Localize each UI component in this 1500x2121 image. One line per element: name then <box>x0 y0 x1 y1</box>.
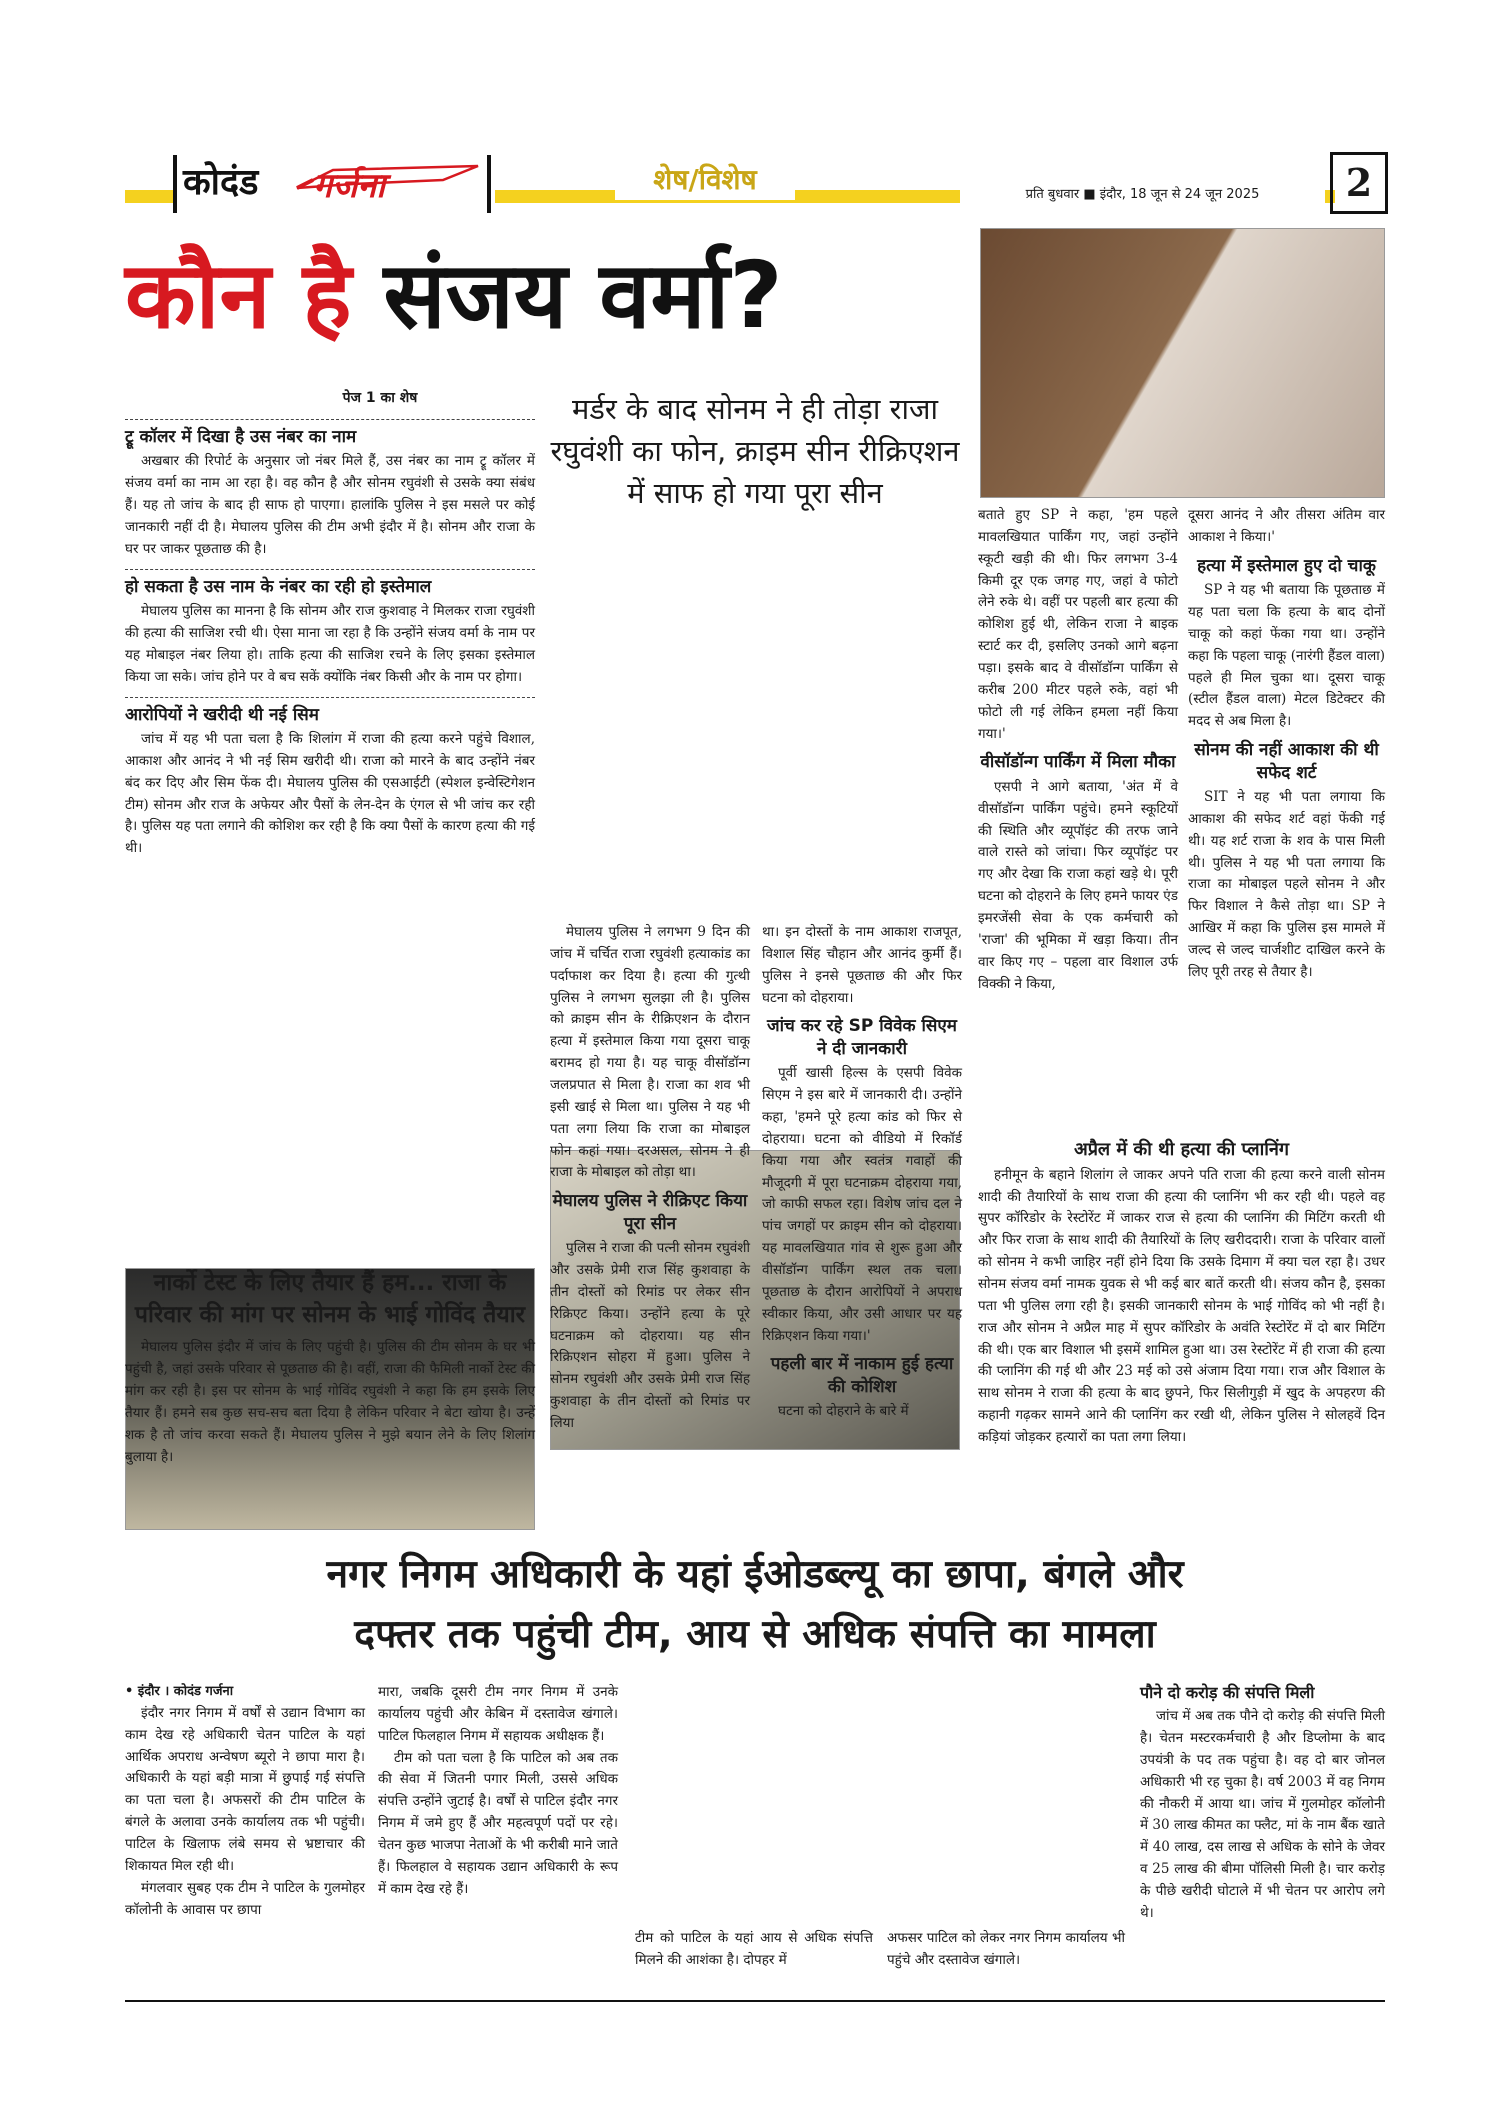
para-truecaller: अखबार की रिपोर्ट के अनुसार जो नंबर मिले हैं, उस नंबर का नाम ट्रू कॉलर में संजय वर्मा का नाम आ रहा है। वह कौन है और सोनम रघुवंशी से उसके क्या संबंध हैं। यह तो जांच के बाद ही साफ हो पाएगा। हालांकि पुलिस ने इस मसले पर कोई जानकारी नहीं दी है। मेघालय पुलिस की टीम अभी इंदौर में है। सोनम और राजा के घर पर जाकर पूछताछ की है। <box>125 453 535 557</box>
para-eow-1: इंदौर नगर निगम में वर्षों से उद्यान विभाग का काम देख रहे अधिकारी चेतन पाटिल के यहां आर्थिक अपराध अन्वेषण ब्यूरो ने छापा मारा है। अधिकारी के यहां बड़ी मात्रा में छुपाई गई संपत्ति का पता चला है। अफसरों की टीम पाटिल के बंगले के अलावा उनके कार्यालय तक भी पहुंची। पाटिल के खिलाफ लंबे समय से भ्रष्टाचार की शिकायत मिल रही थी। <box>125 1704 365 1874</box>
issue-date: प्रति बुधवार ■ इंदौर, 18 जून से 24 जून 2025 <box>960 182 1325 208</box>
section-label: शेष/विशेष <box>615 160 795 200</box>
column-crime-a <box>550 922 750 1532</box>
para-narco: मेघालय पुलिस इंदौर में जांच के लिए पहुंची है। पुलिस की टीम सोनम के घर भी पहुंची है, जहां उसके परिवार से पूछताछ की है। वहीं, राजा की फैमिली नार्को टेस्ट की मांग कर रही है। इस पर सोनम के भाई गोविंद रघुवंशी ने कहा कि हम इसके लिए तैयार हैं। हमने सब कुछ सच-सच बता दिया है लेकिन परिवार ने बेटा खोया है। उन्हें शक है तो जांच करवा सकते हैं। मेघालय पुलिस ने मुझे बयान लेने के लिए शिलांग बुलाया है। <box>125 1339 535 1465</box>
masthead-stripe-left <box>125 190 173 203</box>
para-crime-10: SIT ने यह भी पता लगाया कि आकाश की सफेद शर्ट वहां फेंकी गई थी। यह शर्ट राजा के शव के पास मिली थी। पुलिस ने यह भी पता लगाया कि राजा का मोबाइल पहले सोनम ने और फिर विशाल ने कैसे तोड़ा था। SP ने आखिर में कहा कि पुलिस इस मामले में जल्द से जल्द चार्जशीट दाखिल करने के लिए पूरी तरह से तैयार है। <box>1188 789 1385 980</box>
headline-narco: नार्को टेस्ट के लिए तैयार हैं हम... राजा के परिवार की मांग पर सोनम के भाई गोविंद तैयार <box>134 1270 526 1328</box>
column-eow-5 <box>1140 1682 1385 1992</box>
para-crime-7: एसपी ने आगे बताया, 'अंत में वे वीसॉडॉन्ग पार्किंग पहुंचे। हमने स्कूटियों की स्थिति और व्यूपॉइंट की तरफ जाने वाले रास्ते को जांचा। फिर व्यूपॉइंट पर गए और देखा कि राजा कहां खड़े थे। पूरी घटना को दोहराने के लिए हमने फायर एंड इमरजेंसी सेवा के एक कर्मचारी को 'राजा' की भूमिका में खड़ा किया। तीन वार किए गए – पहला वार विशाल उर्फ विक्की ने किया, <box>978 778 1178 992</box>
para-crime-4: पूर्वी खासी हिल्स के एसपी विवेक सिएम ने इस बारे में जानकारी दी। उन्होंने कहा, 'हमने पूरे हत्या कांड को फिर से दोहराया। घटना को वीडियो में रिकॉर्ड किया गया और स्वतंत्र गवाहों की मौजूदगी में पूरा घटनाक्रम दोहराया गया, जो काफी सफल रहा। विशेष जांच दल ने पांच जगहों पर क्राइम सीन को दोहराया। यह मावलखियात गांव से शुरू हुआ और वीसॉडॉन्ग पार्किंग स्थल तक चला। पूछताछ के दौरान आरोपियों ने अपराध स्वीकार किया, और उसी आधार पर यह रिक्रिएशन किया गया।' <box>762 1065 962 1344</box>
headline-part1: कौन है <box>125 242 352 349</box>
subhead-two-knives: हत्या में इस्तेमाल हुए दो चाकू <box>1197 555 1376 576</box>
para-april: हनीमून के बहाने शिलांग ले जाकर अपने पति राजा की हत्या करने वाली सोनम शादी की तैयारियों के साथ राजा की हत्या की प्लानिंग भी कर रही थी। पहले वह सुपर कॉरिडोर के रेस्टोरेंट में जाकर राज से हत्या की प्लानिंग की मिटिंग करती थी और फिर राजा के साथ शादी की तैयारियों के लिए खरीददारी। राजा के परिवार वालों को सोनम ने कभी जाहिर नहीं होने दिया कि उसके दिमाग में क्या चल रहा है। उधर सोनम संजय वर्मा नामक युवक से भी कई बार बातें करती थी। संजय कौन है, इसका पता भी पुलिस लगा रही है। इसकी जानकारी सोनम के भाई गोविंद को भी नहीं है। राज और सोनम ने अप्रैल माह में सुपर कॉरिडोर के अवंति रेस्टोरेंट में दो बार मिटिंग की थी। एक बार विशाल भी इसमें शामिल हुआ था। उस रेस्टोरेंट में ही राजा की हत्या की प्लानिंग की गई थी और 23 मई को उसे अंजाम दिया गया। राज और विशाल के साथ सोनम ने राजा की हत्या के बाद छुपने, फिर सिलीगुड़ी में खुद के अपहरण की कहानी गढ़कर सामने आने की प्लानिंग कर रखी थी, लेकिन पुलिस ने सोलहवें दिन कड़ियां जोड़कर हत्यारों का पता लगा लिया। <box>978 1166 1385 1446</box>
photo-couple <box>980 228 1385 498</box>
headline-crime-scene: मर्डर के बाद सोनम ने ही तोड़ा राजा रघुवंशी का फोन, क्राइम सीन रीक्रिएशन में साफ हो गया पूरा सीन <box>550 392 960 511</box>
subhead-first-attempt: पहली बार में नाकाम हुई हत्या की कोशिश <box>770 1354 954 1397</box>
story-april <box>978 1132 1385 1532</box>
para-new-sim: जांच में यह भी पता चला है कि शिलांग में राजा की हत्या करने पहुंचे विशाल, आकाश और आनंद ने भी नई सिम खरीदी थी। राजा को मारने के बाद उन्होंने नंबर बंद कर दिए और सिम फेंक दी। मेघालय पुलिस की एसआईटी (स्पेशल इन्वेस्टिगेशन टीम) सोनम और राज के अफेयर और पैसों के लेन-देन के एंगल से भी जांच कर रही है। पुलिस यह पता लगाने की कोशिश कर रही है कि क्या पैसों के कारण हत्या की गई थी। <box>125 731 535 857</box>
subhead-number-use: हो सकता है उस नाम के नंबर का रही हो इस्तेमाल <box>125 576 432 597</box>
subhead-parking: वीसॉडॉन्ग पार्किंग में मिला मौका <box>980 752 1176 773</box>
para-crime-2: पुलिस ने राजा की पत्नी सोनम रघुवंशी और उसके प्रेमी राज सिंह कुशवाहा के तीन दोस्तों को रिमांड पर लेकर सीन रिक्रिएट किया। उन्होंने हत्या के पूरे घटनाक्रम को दोहराया। यह सीन रिक्रिएशन सोहरा में हुआ। पुलिस ने सोनम रघुवंशी और उसके प्रेमी राज सिंह कुशवाहा के तीन दोस्तों को रिमांड पर लिया <box>550 1240 750 1432</box>
headline-part2: संजय वर्मा? <box>383 242 783 349</box>
para-eow-4: अफसर पाटिल को लेकर नगर निगम कार्यालय भी पहुंचे और दस्तावेज खंगाले। <box>887 1930 1125 1968</box>
column-crime-b <box>762 922 962 1532</box>
headline-eow-line2: दफ्तर तक पहुंची टीम, आय से अधिक संपत्ति का मामला <box>354 1612 1156 1657</box>
para-number-use: मेघालय पुलिस का मानना है कि सोनम और राज कुशवाह ने मिलकर राजा रघुवंशी की हत्या की साजिश रची थी। ऐसा माना जा रहा है कि उन्होंने संजय वर्मा के नाम पर यह मोबाइल नंबर लिया हो। ताकि हत्या की साजिश रचने के लिए इसका इस्तेमाल किया जा सके। जांच होने पर वे बच सकें क्योंकि नंबर किसी और के नाम पर होगा। <box>125 603 535 685</box>
column-crime-c <box>978 505 1178 1125</box>
main-headline <box>125 228 975 363</box>
page-continued: पेज 1 का शेष <box>342 390 418 406</box>
column-eow-1 <box>125 1682 365 1982</box>
subhead-property: पौने दो करोड़ की संपत्ति मिली <box>1140 1683 1315 1702</box>
para-eow-3: टीम को पाटिल के यहां आय से अधिक संपत्ति मिलने की आशंका है। दोपहर में <box>635 1930 873 1968</box>
logo-text-2: गर्जना <box>313 166 386 206</box>
column-crime-d <box>1188 505 1385 1125</box>
logo <box>125 150 495 220</box>
logo-text-1: कोदंड <box>183 162 259 203</box>
column-eow-4 <box>887 1928 1125 1988</box>
headline-eow <box>125 1545 1385 1670</box>
page-number: 2 <box>1330 152 1388 214</box>
headline-april: अप्रैल में की थी हत्या की प्लानिंग <box>1073 1139 1290 1160</box>
para-eow-5: जांच में अब तक पौने दो करोड़ की संपत्ति मिली है। चेतन मस्टरकर्मचारी है और डिप्लोमा के बाद उपयंत्री के पद तक पहुंचा है। वह दो बार जोनल अधिकारी भी रह चुका है। वर्ष 2003 में वह निगम की नौकरी में आया था। जांच में गुलमोहर कॉलोनी में 30 लाख कीमत का फ्लैट, मां के नाम बैंक खाते में 40 लाख, दस लाख से अधिक के सोने के जेवर व 25 लाख की बीमा पॉलिसी मिली है। चार करोड़ के पीछे खरीदी घोटाले में भी चेतन पर आरोप लगे थे। <box>1140 1708 1385 1921</box>
para-crime-6: बताते हुए SP ने कहा, 'हम पहले मावलखियात पार्किंग गए, जहां उन्होंने स्कूटी खड़ी की थी। फिर लगभग 3-4 किमी दूर एक जगह गए, जहां वे फोटो लेने रुके थे। वहीं पर पहली बार हत्या की कोशिश हुई थी, लेकिन राजा ने बाइक स्टार्ट कर दी, इसलिए उनको आगे बढ़ना पड़ा। इसके बाद वे वीसॉडॉन्ग पार्किंग से करीब 200 मीटर पहले रुके, वहां भी फोटो ली गई लेकिन हमला नहीं किया गया।' <box>978 507 1178 742</box>
para-crime-9: SP ने यह भी बताया कि पूछताछ में यह पता चला कि हत्या के बाद दोनों चाकू को कहां फेंका गया था। उन्होंने कहा कि पहला चाकू (नारंगी हैंडल वाला) पहले ही मिल चुका था। दूसरा चाकू (स्टील हैंडल वाला) मेटल डिटेक्टर की मदद से अब मिला है। <box>1188 582 1385 730</box>
subhead-sp-vivek: जांच कर रहे SP विवेक सिएम ने दी जानकारी <box>767 1016 957 1059</box>
para-eow-2: मारा, जबकि दूसरी टीम नगर निगम में उनके कार्यालय पहुंची और केबिन में दस्तावेज खंगाले। पाटिल फिलहाल निगम में सहायक अधीक्षक हैं। <box>378 1684 618 1744</box>
para-crime-5: घटना को दोहराने के बारे में <box>778 1403 909 1420</box>
story-narco <box>125 1268 535 1528</box>
column-eow-3 <box>635 1928 873 1988</box>
para-crime-1: मेघालय पुलिस ने लगभग 9 दिन की जांच में चर्चित राजा रघुवंशी हत्याकांड का पर्दाफाश कर दिया है। हत्या की गुत्थी पुलिस ने लगभग सुलझा ली है। पुलिस को क्राइम सीन के रीक्रिएशन के दौरान हत्या में इस्तेमाल किया गया दूसरा चाकू बरामद हो गया है। यह चाकू वीसॉडॉन्ग जलप्रपात से मिला है। राजा का शव भी इसी खाई से मिला था। पुलिस ने यह भी पता लगा लिया कि राजा का मोबाइल फोन कहां गया। दरअसल, सोनम ने ही राजा के मोबाइल को तोड़ा था। <box>550 924 750 1181</box>
headline-eow-line1: नगर निगम अधिकारी के यहां ईओडब्ल्यू का छापा, बंगले और <box>326 1552 1184 1597</box>
subhead-truecaller: ट्रू कॉलर में दिखा है उस नंबर का नाम <box>125 427 357 447</box>
subhead-white-shirt: सोनम की नहीं आकाश की थी सफेद शर्ट <box>1194 740 1379 783</box>
para-crime-8: दूसरा आनंद ने और तीसरा अंतिम वार आकाश ने किया।' <box>1188 507 1385 545</box>
column-eow-2 <box>378 1682 618 1982</box>
para-eow-1b: मंगलवार सुबह एक टीम ने पाटिल के गुलमोहर कॉलोनी के आवास पर छापा <box>125 1879 365 1918</box>
masthead <box>125 150 1385 220</box>
column-left <box>125 388 535 988</box>
dateline: • इंदौर । कोदंड गर्जना <box>125 1684 234 1699</box>
bottom-rule <box>125 2000 1385 2002</box>
subhead-new-sim: आरोपियों ने खरीदी थी नई सिम <box>125 704 319 725</box>
para-eow-2b: टीम को पता चला है कि पाटिल को अब तक की सेवा में जितनी पगार मिली, उससे अधिक संपत्ति उन्होंने जुटाई है। वर्षों से पाटिल इंदौर नगर निगम में जमे हुए हैं और महत्वपूर्ण पदों पर रहे। चेतन कुछ भाजपा नेताओं के भी करीबी माने जाते हैं। फिलहाल वे सहायक उद्यान अधिकारी के रूप में काम देख रहे हैं। <box>378 1749 618 1897</box>
subhead-recreate: मेघालय पुलिस ने रीक्रिएट किया पूरा सीन <box>552 1191 748 1234</box>
para-crime-3: था। इन दोस्तों के नाम आकाश राजपूत, विशाल सिंह चौहान और आनंद कुर्मी हैं। पुलिस ने इनसे पूछताछ की और फिर घटना को दोहराया। <box>762 924 962 1006</box>
